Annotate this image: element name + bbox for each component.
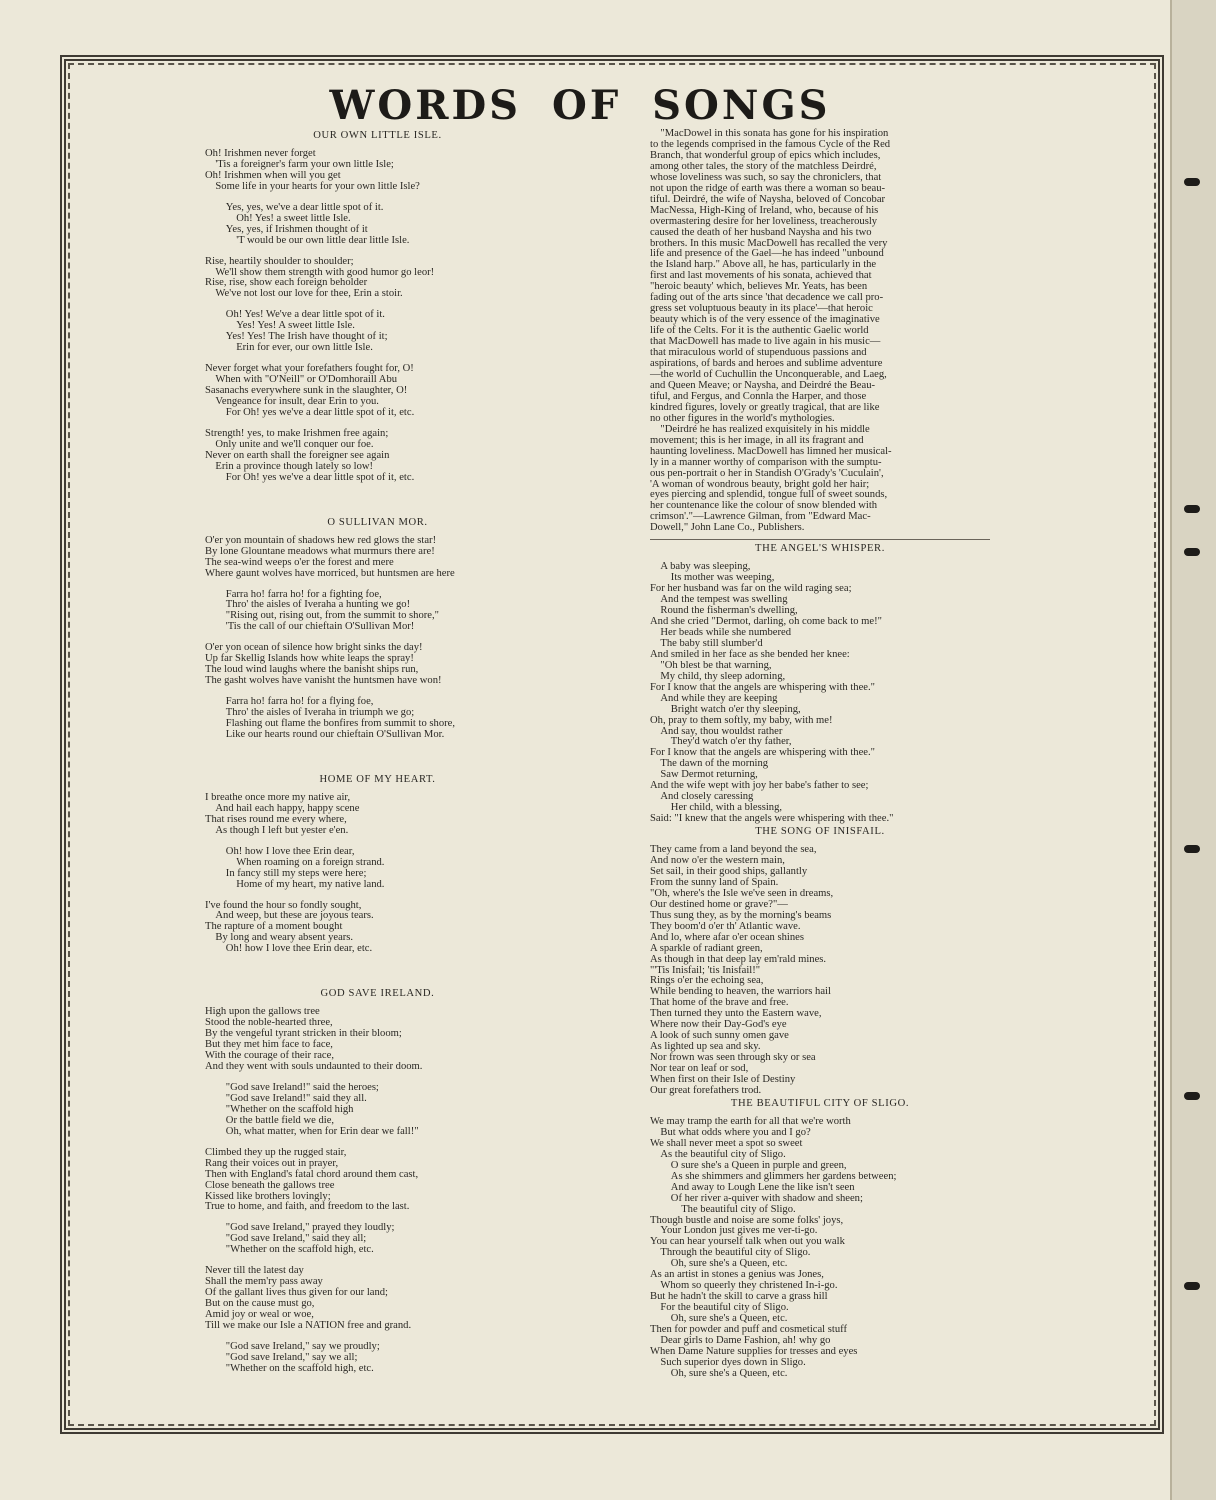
left-column xyxy=(205,129,550,1375)
section-gap xyxy=(205,741,550,773)
lyric-line: Its mother was weeping, xyxy=(670,572,775,584)
lyric-line: Never on earth shall the foreigner see again xyxy=(205,449,390,461)
lyric-line: Then with England's fatal chord around them cast, xyxy=(205,1168,419,1180)
binding-ring xyxy=(1184,845,1200,853)
lyric-line: "God save Ireland!" said they all. xyxy=(225,1092,367,1104)
lyric-line: 'Tis the call of our chieftain O'Sullivan Mor! xyxy=(225,621,415,633)
lyric-line: When with "O'Neill" or O'Domhoraill Abu xyxy=(215,374,398,386)
prose-line: MacNessa, High-King of Ireland, who, because of his xyxy=(650,204,879,216)
prose-line: kindred figures, lovely or greatly tragical, that are like xyxy=(650,401,880,413)
lyric-line: Vengeance for insult, dear Erin to you. xyxy=(215,396,379,408)
prose-line: among other tales, the story of the matchless Deirdré, xyxy=(650,160,877,172)
lyric-line: But on the cause must go, xyxy=(205,1298,315,1310)
lyric-line: Yes, yes, we've a dear little spot of it. xyxy=(225,201,384,213)
lyric-line: Though bustle and noise are some folks' joys, xyxy=(650,1214,844,1226)
section-divider xyxy=(650,539,990,540)
lyric-line: Only unite and we'll conquer our foe. xyxy=(215,438,374,450)
prose-line: that miraculous world of stupenduous passions and xyxy=(650,347,867,359)
page-title: WORDS OF SONGS xyxy=(329,82,831,129)
lyric-line: And away to Lough Lene the like isn't seen xyxy=(670,1181,855,1193)
lyric-line: The sea-wind weeps o'er the forest and mere xyxy=(205,556,394,568)
lyric-line: I breathe once more my native air, xyxy=(205,791,351,803)
prose-line: whose loveliness was such, so say the chroniclers, that xyxy=(650,171,882,183)
lyric-line: Dear girls to Dame Fashion, ah! why go xyxy=(660,1334,831,1346)
prose-line: crimson'."—Lawrence Gilman, from "Edward Mac- xyxy=(650,511,871,523)
lyric-line: Rang their voices out in prayer, xyxy=(205,1157,339,1169)
lyric-line: Sasanachs everywhere sunk in the slaughter, O! xyxy=(205,385,408,397)
prose-line: gress set voluptuous beauty in its place'—that heroic xyxy=(650,303,873,315)
lyric-line: The beautiful city of Sligo. xyxy=(681,1203,796,1215)
lyric-line: "Oh, where's the Isle we've seen in dreams, xyxy=(650,887,834,899)
lyric-line: Of her river a-quiver with shadow and sheen; xyxy=(670,1192,863,1204)
lyric-line: Kissed like brothers lovingly; xyxy=(205,1190,331,1202)
prose-line: eyes piercing and splendid, tongue full of sweet sounds, xyxy=(650,489,888,501)
lyric-line: With the courage of their race, xyxy=(205,1050,334,1062)
lyric-line: And hail each happy, happy scene xyxy=(215,802,360,814)
lyric-line: Erin for ever, our own little Isle. xyxy=(236,342,373,354)
lyric-line: O'er yon mountain of shadows hew red glows the star! xyxy=(205,534,437,546)
lyric-line: Oh! Yes! a sweet little Isle. xyxy=(236,212,351,224)
prose-line: and Queen Meave; or Naysha, and Deirdré the Beau- xyxy=(650,379,876,391)
lyric-line: Oh! Irishmen never forget xyxy=(205,147,316,159)
lyric-line: Oh, pray to them softly, my baby, with me! xyxy=(650,714,833,726)
lyric-line: As she shimmers and glimmers her gardens between; xyxy=(670,1170,897,1182)
prose-line: tiful. Deirdré, the wife of Naysha, beloved of Concobar xyxy=(650,193,886,205)
lyric-line: Or the battle field we die, xyxy=(225,1114,335,1126)
lyric-line: Oh, what matter, when for Erin dear we fall!" xyxy=(225,1125,419,1137)
prose-line: that MacDowell has made to live again in his music— xyxy=(650,336,881,348)
lyric-line: For I know that the angels are whispering with thee." xyxy=(650,747,875,759)
lyric-line: As though I left but yester e'en. xyxy=(215,824,349,836)
lyric-line: Through the beautiful city of Sligo. xyxy=(660,1247,811,1259)
prose-line: beauty which is of the very essence of the imaginative xyxy=(650,314,880,326)
prose-line: no other figures in the world's mythologies. xyxy=(650,412,835,424)
lyric-line: "God save Ireland!" said the heroes; xyxy=(225,1081,379,1093)
lyric-line: Till we make our Isle a NATION free and grand. xyxy=(205,1320,412,1332)
lyric-line: Nor tear on leaf or sod, xyxy=(650,1063,749,1075)
lyric-line: By the vengeful tyrant stricken in their bloom; xyxy=(205,1028,402,1040)
prose-line: haunting loveliness. MacDowell has limned her musical- xyxy=(650,445,892,457)
song-title: GOD SAVE IRELAND. xyxy=(320,988,435,1000)
section-gap xyxy=(205,955,550,987)
lyric-line: Oh, sure she's a Queen, etc. xyxy=(670,1258,788,1270)
lyric-line: When Dame Nature supplies for tresses and eyes xyxy=(650,1345,858,1357)
prose-line: her countenance like the colour of snow blended with xyxy=(650,500,878,512)
song-title: THE ANGEL'S WHISPER. xyxy=(755,543,885,555)
prose-line: "MacDowel in this sonata has gone for his inspiration xyxy=(660,128,889,139)
prose-line: aspirations, of bards and heroes and sublime adventure xyxy=(650,358,883,370)
lyric-line: They boom'd o'er th' Atlantic wave. xyxy=(650,920,801,932)
lyric-line: Stood the noble-hearted three, xyxy=(205,1017,333,1029)
prose-line: movement; this is her image, in all its fragrant and xyxy=(650,434,864,446)
lyric-line: Then for powder and puff and cosmetical stuff xyxy=(650,1324,848,1336)
prose-line: caused the death of her husband Naysha and his two xyxy=(650,226,872,238)
lyric-line: Bright watch o'er thy sleeping, xyxy=(670,703,801,715)
lyric-line: Set sail, in their good ships, gallantly xyxy=(650,865,808,877)
lyric-line: By lone Glountane meadows what murmurs there are! xyxy=(205,545,435,557)
lyric-line: Yes! Yes! The Irish have thought of it; xyxy=(225,331,388,343)
lyric-line: For Oh! yes we've a dear little spot of it, etc. xyxy=(225,407,415,419)
lyric-line: 'T would be our own little dear little Isle. xyxy=(236,234,410,246)
lyric-line: As though in that deep lay em'rald mines. xyxy=(650,953,827,965)
lyric-line: For her husband was far on the wild raging sea; xyxy=(650,583,852,595)
lyric-line: "God save Ireland," say we proudly; xyxy=(225,1341,380,1353)
prose-line: ly in a manner worthy of comparison with the sumptu- xyxy=(650,456,882,468)
lyric-line: Such superior dyes down in Sligo. xyxy=(660,1356,806,1368)
lyric-line: Climbed they up the rugged stair, xyxy=(205,1146,347,1158)
lyric-line: Where gaunt wolves have morriced, but huntsmen are here xyxy=(205,567,455,579)
lyric-line: Her beads while she numbered xyxy=(660,626,792,638)
binding-ring xyxy=(1184,505,1200,513)
lyric-line: Yes! Yes! A sweet little Isle. xyxy=(236,320,355,332)
lyric-line: I've found the hour so fondly sought, xyxy=(205,899,362,911)
lyric-line: Where now their Day-God's eye xyxy=(650,1019,787,1031)
lyric-line: "Whether on the scaffold high, etc. xyxy=(225,1244,374,1256)
prose-line: "heroic beauty' which, believes Mr. Yeats, has been xyxy=(650,281,868,293)
lyric-line: But they met him face to face, xyxy=(205,1039,333,1051)
lyric-line: As an artist in stones a genius was Jones, xyxy=(650,1269,824,1281)
lyric-line: Yes, yes, if Irishmen thought of it xyxy=(225,223,368,235)
binding-ring xyxy=(1184,178,1200,186)
lyric-line: And while they are keeping xyxy=(660,692,778,704)
lyric-line: The gasht wolves have vanisht the huntsmen have won! xyxy=(205,675,442,687)
lyric-line: Like our hearts round our chieftain O'Sullivan Mor. xyxy=(225,728,445,740)
lyric-line: And the wife wept with joy her babe's father to see; xyxy=(650,780,869,792)
lyric-line: O sure she's a Queen in purple and green, xyxy=(670,1159,847,1171)
lyric-line: Never till the latest day xyxy=(205,1265,304,1277)
lyric-line: Rise, heartily shoulder to shoulder; xyxy=(205,255,354,267)
lyric-line: Saw Dermot returning, xyxy=(660,769,758,781)
lyric-line: But he hadn't the skill to carve a grass hill xyxy=(650,1291,828,1303)
prose-line: Branch, that wonderful group of epics which includes, xyxy=(650,149,881,161)
lyric-line: A baby was sleeping, xyxy=(660,561,751,573)
lyric-line: "'Tis Inisfail; 'tis Inisfail!" xyxy=(650,964,761,976)
lyric-line: And weep, but these are joyous tears. xyxy=(215,910,374,922)
lyric-line: Our destined home or grave?"— xyxy=(650,898,788,910)
lyric-line: They came from a land beyond the sea, xyxy=(650,844,817,856)
lyric-line: Up far Skellig Islands how white leaps the spray! xyxy=(205,653,414,665)
binding-spine xyxy=(1170,0,1216,1500)
lyric-line: You can hear yourself talk when out you walk xyxy=(650,1236,845,1248)
lyric-line: 'Tis a foreigner's farm your own little Isle; xyxy=(215,158,394,170)
lyric-line: True to home, and faith, and freedom to the last. xyxy=(205,1201,410,1213)
lyric-line: Whom so queerly they christened In-i-go. xyxy=(660,1280,838,1292)
lyric-line: Then turned they unto the Eastern wave, xyxy=(650,1008,822,1020)
lyric-line: Thro' the aisles of Iveraha in triumph we go; xyxy=(225,707,415,719)
lyric-line: Oh! how I love thee Erin dear, etc. xyxy=(225,943,373,955)
song-title: HOME OF MY HEART. xyxy=(319,773,436,785)
lyric-line: And the tempest was swelling xyxy=(660,594,788,606)
lyric-line: The rapture of a moment bought xyxy=(205,921,343,933)
lyric-line: High upon the gallows tree xyxy=(205,1006,320,1018)
prose-line: to the legends comprised in the famous Cycle of the Red xyxy=(650,138,891,150)
lyric-line: We may tramp the earth for all that we're worth xyxy=(650,1115,851,1127)
lyric-line: "Whether on the scaffold high xyxy=(225,1103,354,1115)
lyric-line: Oh! Irishmen when will you get xyxy=(205,169,341,181)
lyric-line: Farra ho! farra ho! for a fighting foe, xyxy=(225,588,382,600)
lyric-line: For the beautiful city of Sligo. xyxy=(660,1302,789,1314)
prose-line: ous pen-portrait o her in Standish O'Grady's 'Cuculain', xyxy=(650,467,884,479)
lyric-line: For Oh! yes we've a dear little spot of it, etc. xyxy=(225,471,415,483)
lyric-line: Amid joy or weal or woe, xyxy=(205,1309,314,1321)
prose-line: overmastering desire for her loveliness, treacherously xyxy=(650,215,878,227)
lyric-line: Thro' the aisles of Iveraha a hunting we go! xyxy=(225,599,411,611)
lyric-line: That home of the brave and free. xyxy=(650,997,789,1009)
lyric-line: And say, thou wouldst rather xyxy=(660,725,783,737)
lyric-line: Rise, rise, show each foreign beholder xyxy=(205,277,368,289)
lyric-line: We've not lost our love for thee, Erin a stoir. xyxy=(215,288,403,300)
lyric-line: "Whether on the scaffold high, etc. xyxy=(225,1362,374,1374)
lyric-line: As lighted up sea and sky. xyxy=(650,1041,761,1053)
lyric-line: And closely caressing xyxy=(660,791,754,803)
binding-ring xyxy=(1184,548,1200,556)
lyric-line: Rings o'er the echoing sea, xyxy=(650,975,764,987)
lyric-line: But what odds where you and I go? xyxy=(660,1126,811,1138)
lyric-line: By long and weary absent years. xyxy=(215,932,354,944)
lyric-line: Her child, with a blessing, xyxy=(670,802,783,814)
lyric-line: Oh! how I love thee Erin dear, xyxy=(225,845,355,857)
lyric-line: Round the fisherman's dwelling, xyxy=(660,605,798,617)
section-gap xyxy=(205,484,550,516)
lyric-line: From the sunny land of Spain. xyxy=(650,876,779,888)
lyric-line: My child, thy sleep adorning, xyxy=(660,670,786,682)
prose-line: brothers. In this music MacDowell has recalled the very xyxy=(650,237,888,249)
lyric-line: And she cried "Dermot, darling, oh come back to me!" xyxy=(650,615,882,627)
lyric-line: Oh! Yes! We've a dear little spot of it. xyxy=(225,309,385,321)
lyric-line: "God save Ireland," say we all; xyxy=(225,1351,358,1363)
prose-line: "Deirdré he has realized exquisitely in his middle xyxy=(660,423,870,435)
right-column xyxy=(650,129,990,1380)
lyric-line: The loud wind laughs where the banisht ships run, xyxy=(205,664,419,676)
lyric-line: Close beneath the gallows tree xyxy=(205,1179,335,1191)
lyric-line: Of the gallant lives thus given for our land; xyxy=(205,1287,388,1299)
lyric-line: Never forget what your forefathers fought for, O! xyxy=(205,363,414,375)
lyric-line: Erin a province though lately so low! xyxy=(215,460,374,472)
prose-line: —the world of Cuchullin the Unconquerable, and Laeg, xyxy=(650,368,887,380)
prose-line: 'A woman of wondrous beauty, bright gold her hair; xyxy=(650,478,870,490)
lyric-line: For I know that the angels are whispering with thee." xyxy=(650,681,875,693)
lyric-line: We shall never meet a spot so sweet xyxy=(650,1137,803,1149)
lyric-line: Oh, sure she's a Queen, etc. xyxy=(670,1367,788,1379)
stanza-gap xyxy=(205,580,550,590)
binding-ring xyxy=(1184,1092,1200,1100)
prose-line: life and presence of the Gael—he has indeed "unbound xyxy=(650,248,884,260)
lyric-line: Nor frown was seen through sky or sea xyxy=(650,1052,816,1064)
lyric-line: Thus sung they, as by the morning's beams xyxy=(650,909,832,921)
lyric-line: A look of such sunny omen gave xyxy=(650,1030,789,1042)
lyric-line: Your London just gives me ver-ti-go. xyxy=(660,1225,818,1237)
lyric-line: The dawn of the morning xyxy=(660,758,769,770)
lyric-line: Our great forefathers trod. xyxy=(650,1085,762,1097)
song-title: O SULLIVAN MOR. xyxy=(327,516,428,528)
lyric-line: "God save Ireland," said they all; xyxy=(225,1233,367,1245)
prose-line: life of the Celts. For it is the authentic Gaelic world xyxy=(650,325,869,337)
lyric-line: And smiled in her face as she bended her knee: xyxy=(650,648,850,660)
lyric-line: When first on their Isle of Destiny xyxy=(650,1074,796,1086)
lyric-line: That rises round me every where, xyxy=(205,813,347,825)
lyric-line: They'd watch o'er thy father, xyxy=(670,736,792,748)
lyric-line: When roaming on a foreign strand. xyxy=(236,856,385,868)
lyric-line: Some life in your hearts for your own little Isle? xyxy=(215,180,420,192)
song-title: OUR OWN LITTLE ISLE. xyxy=(313,130,442,141)
lyric-line: In fancy still my steps were here; xyxy=(225,867,367,879)
lyric-line: As the beautiful city of Sligo. xyxy=(660,1148,786,1160)
lyric-line: While bending to heaven, the warriors hail xyxy=(650,986,831,998)
song-title: THE BEAUTIFUL CITY OF SLIGO. xyxy=(730,1097,910,1109)
lyric-line: And they went with souls undaunted to their doom. xyxy=(205,1061,423,1072)
binding-ring xyxy=(1184,1282,1200,1290)
lyric-line: And lo, where afar o'er ocean shines xyxy=(650,931,804,943)
lyric-line: O'er yon ocean of silence how bright sinks the day! xyxy=(205,642,423,654)
song-title: THE SONG OF INISFAIL. xyxy=(755,826,885,838)
prose-line: fading out of the arts since 'that decadence we call pro- xyxy=(650,292,884,304)
prose-line: not upon the ridge of earth was there a woman so beau- xyxy=(650,182,886,194)
lyric-line: Home of my heart, my native land. xyxy=(236,878,385,890)
prose-line: the Island harp." Above all, he has, particularly in the xyxy=(650,259,877,271)
lyric-line: "Rising out, rising out, from the summit to shore," xyxy=(225,610,439,622)
lyric-line: Farra ho! farra ho! for a flying foe, xyxy=(225,696,374,708)
lyric-line: Strength! yes, to make Irishmen free again; xyxy=(205,427,389,439)
prose-line: first and last movements of his sonata, achieved that xyxy=(650,270,872,282)
lyric-line: We'll show them strength with good humor go leor! xyxy=(215,266,435,278)
lyric-line: "Oh blest be that warning, xyxy=(660,659,772,671)
lyric-line: Said: "I knew that the angels were whispering with thee." xyxy=(650,813,894,825)
lyric-line: Shall the mem'ry pass away xyxy=(205,1276,323,1288)
prose-line: Dowell," John Lane Co., Publishers. xyxy=(650,522,805,534)
prose-line: tiful, and Fergus, and Connla the Harper, and those xyxy=(650,390,867,402)
lyric-line: The baby still slumber'd xyxy=(660,637,763,649)
lyric-line: A sparkle of radiant green, xyxy=(650,942,763,954)
lyric-line: Flashing out flame the bonfires from summit to shore, xyxy=(225,718,456,730)
lyric-line: And now o'er the western main, xyxy=(650,855,785,866)
lyric-line: "God save Ireland," prayed they loudly; xyxy=(225,1222,395,1234)
lyric-line: Oh, sure she's a Queen, etc. xyxy=(670,1313,788,1325)
